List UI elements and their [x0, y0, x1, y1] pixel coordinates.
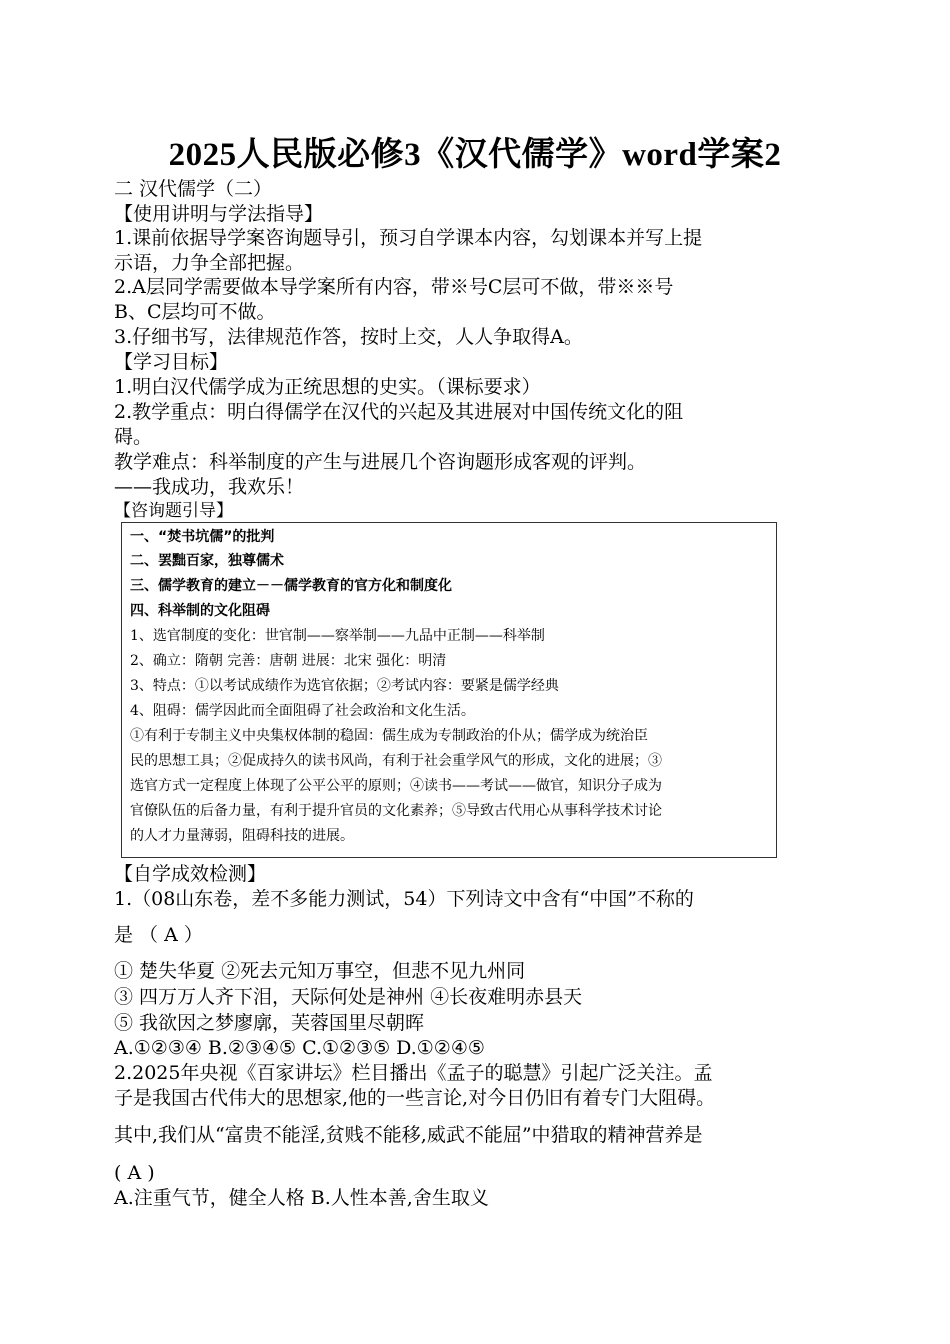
text-line: 1.课前依据导学案咨询题导引，预习自学课本内容，勾划课本并写上提	[114, 227, 703, 249]
question-line: 2.2025年央视《百家讲坛》栏目播出《孟子的聪慧》引起广泛关注。孟	[114, 1062, 713, 1084]
guide-box	[121, 522, 777, 858]
text-line: 2.A层同学需要做本导学案所有内容，带※号C层可不做，带※※号	[114, 276, 674, 298]
box-paragraph-line: 选官方式一定程度上体现了公平公平的原则；④读书——考试——做官，知识分子成为	[130, 778, 662, 794]
text-line: 教学难点：科举制度的产生与进展几个咨询题形成客观的评判。	[114, 451, 647, 473]
section-heading: 【自学成效检测】	[114, 863, 267, 885]
box-paragraph-line: 官僚队伍的后备力量，有利于提升官员的文化素养；⑤导致古代用心从事科学技术讨论	[130, 803, 662, 819]
box-heading: 二、罢黜百家，独尊儒术	[130, 553, 284, 569]
text-line: B、C层均可不做。	[114, 301, 276, 323]
text-line: 2.教学重点：明白得儒学在汉代的兴起及其进展对中国传统文化的阻	[114, 401, 684, 423]
box-item: 3、特点：①以考试成绩作为选官依据；②考试内容：要紧是儒学经典	[130, 678, 559, 694]
box-item: 4、阻碍：儒学因此而全面阻碍了社会政治和文化生活。	[130, 703, 475, 719]
box-paragraph-line: 民的思想工具；②促成持久的读书风尚，有利于社会重学风气的形成，文化的进展；③	[130, 753, 662, 769]
box-heading: 三、儒学教育的建立－－儒学教育的官方化和制度化	[130, 578, 452, 594]
option-line: ① 楚失华夏 ②死去元知万事空，但悲不见九州同	[114, 960, 526, 982]
answer-choices: A.①②③④ B.②③④⑤ C.①②③⑤ D.①②④⑤	[114, 1037, 485, 1059]
question-line: 子是我国古代伟大的思想家,他的一些言论,对今日仍旧有着专门大阻碍。	[114, 1087, 716, 1109]
question-line: 其中,我们从“富贵不能淫,贫贱不能移,威武不能屈”中猎取的精神营养是	[114, 1124, 703, 1146]
box-paragraph-line: ①有利于专制主义中央集权体制的稳固：儒生成为专制政治的仆从；儒学成为统治臣	[130, 728, 648, 744]
text-line: 示语，力争全部把握。	[114, 252, 305, 274]
box-heading: 四、科举制的文化阻碍	[130, 603, 270, 619]
text-line: 3.仔细书写，法律规范作答，按时上交，人人争取得A。	[114, 326, 583, 348]
option-line: ③ 四万万人齐下泪，天际何处是神州 ④长夜难明赤县天	[114, 986, 583, 1008]
question-line: ( A )	[114, 1162, 155, 1184]
question-line: 1.（08山东卷，差不多能力测试，54）下列诗文中含有“中国”不称的	[114, 888, 694, 910]
text-line: 二 汉代儒学（二）	[114, 178, 273, 200]
option-line: ⑤ 我欲因之梦廖廓，芙蓉国里尽朝晖	[114, 1012, 425, 1034]
text-line: 【使用讲明与学法指导】	[114, 203, 324, 225]
section-heading: 【咨询题引导】	[114, 501, 233, 521]
option-line: A.注重气节，健全人格 B.人性本善,舍生取义	[114, 1187, 489, 1209]
text-line: 1.明白汉代儒学成为正统思想的史实。（课标要求）	[114, 376, 541, 398]
text-line: ——我成功，我欢乐！	[114, 476, 305, 498]
text-line: 碍。	[114, 426, 153, 448]
question-line: 是 （ A ）	[114, 924, 203, 946]
box-paragraph-line: 的人才力量薄弱，阻碍科技的进展。	[130, 828, 354, 844]
box-item: 1、选官制度的变化：世官制——察举制——九品中正制——科举制	[130, 628, 545, 644]
box-heading: 一、“焚书坑儒”的批判	[130, 529, 275, 545]
page-title: 2025人民版必修3《汉代儒学》word学案2	[168, 137, 782, 173]
box-item: 2、确立：隋朝 完善：唐朝 进展：北宋 强化：明清	[130, 653, 447, 669]
text-line: 【学习目标】	[114, 351, 229, 373]
